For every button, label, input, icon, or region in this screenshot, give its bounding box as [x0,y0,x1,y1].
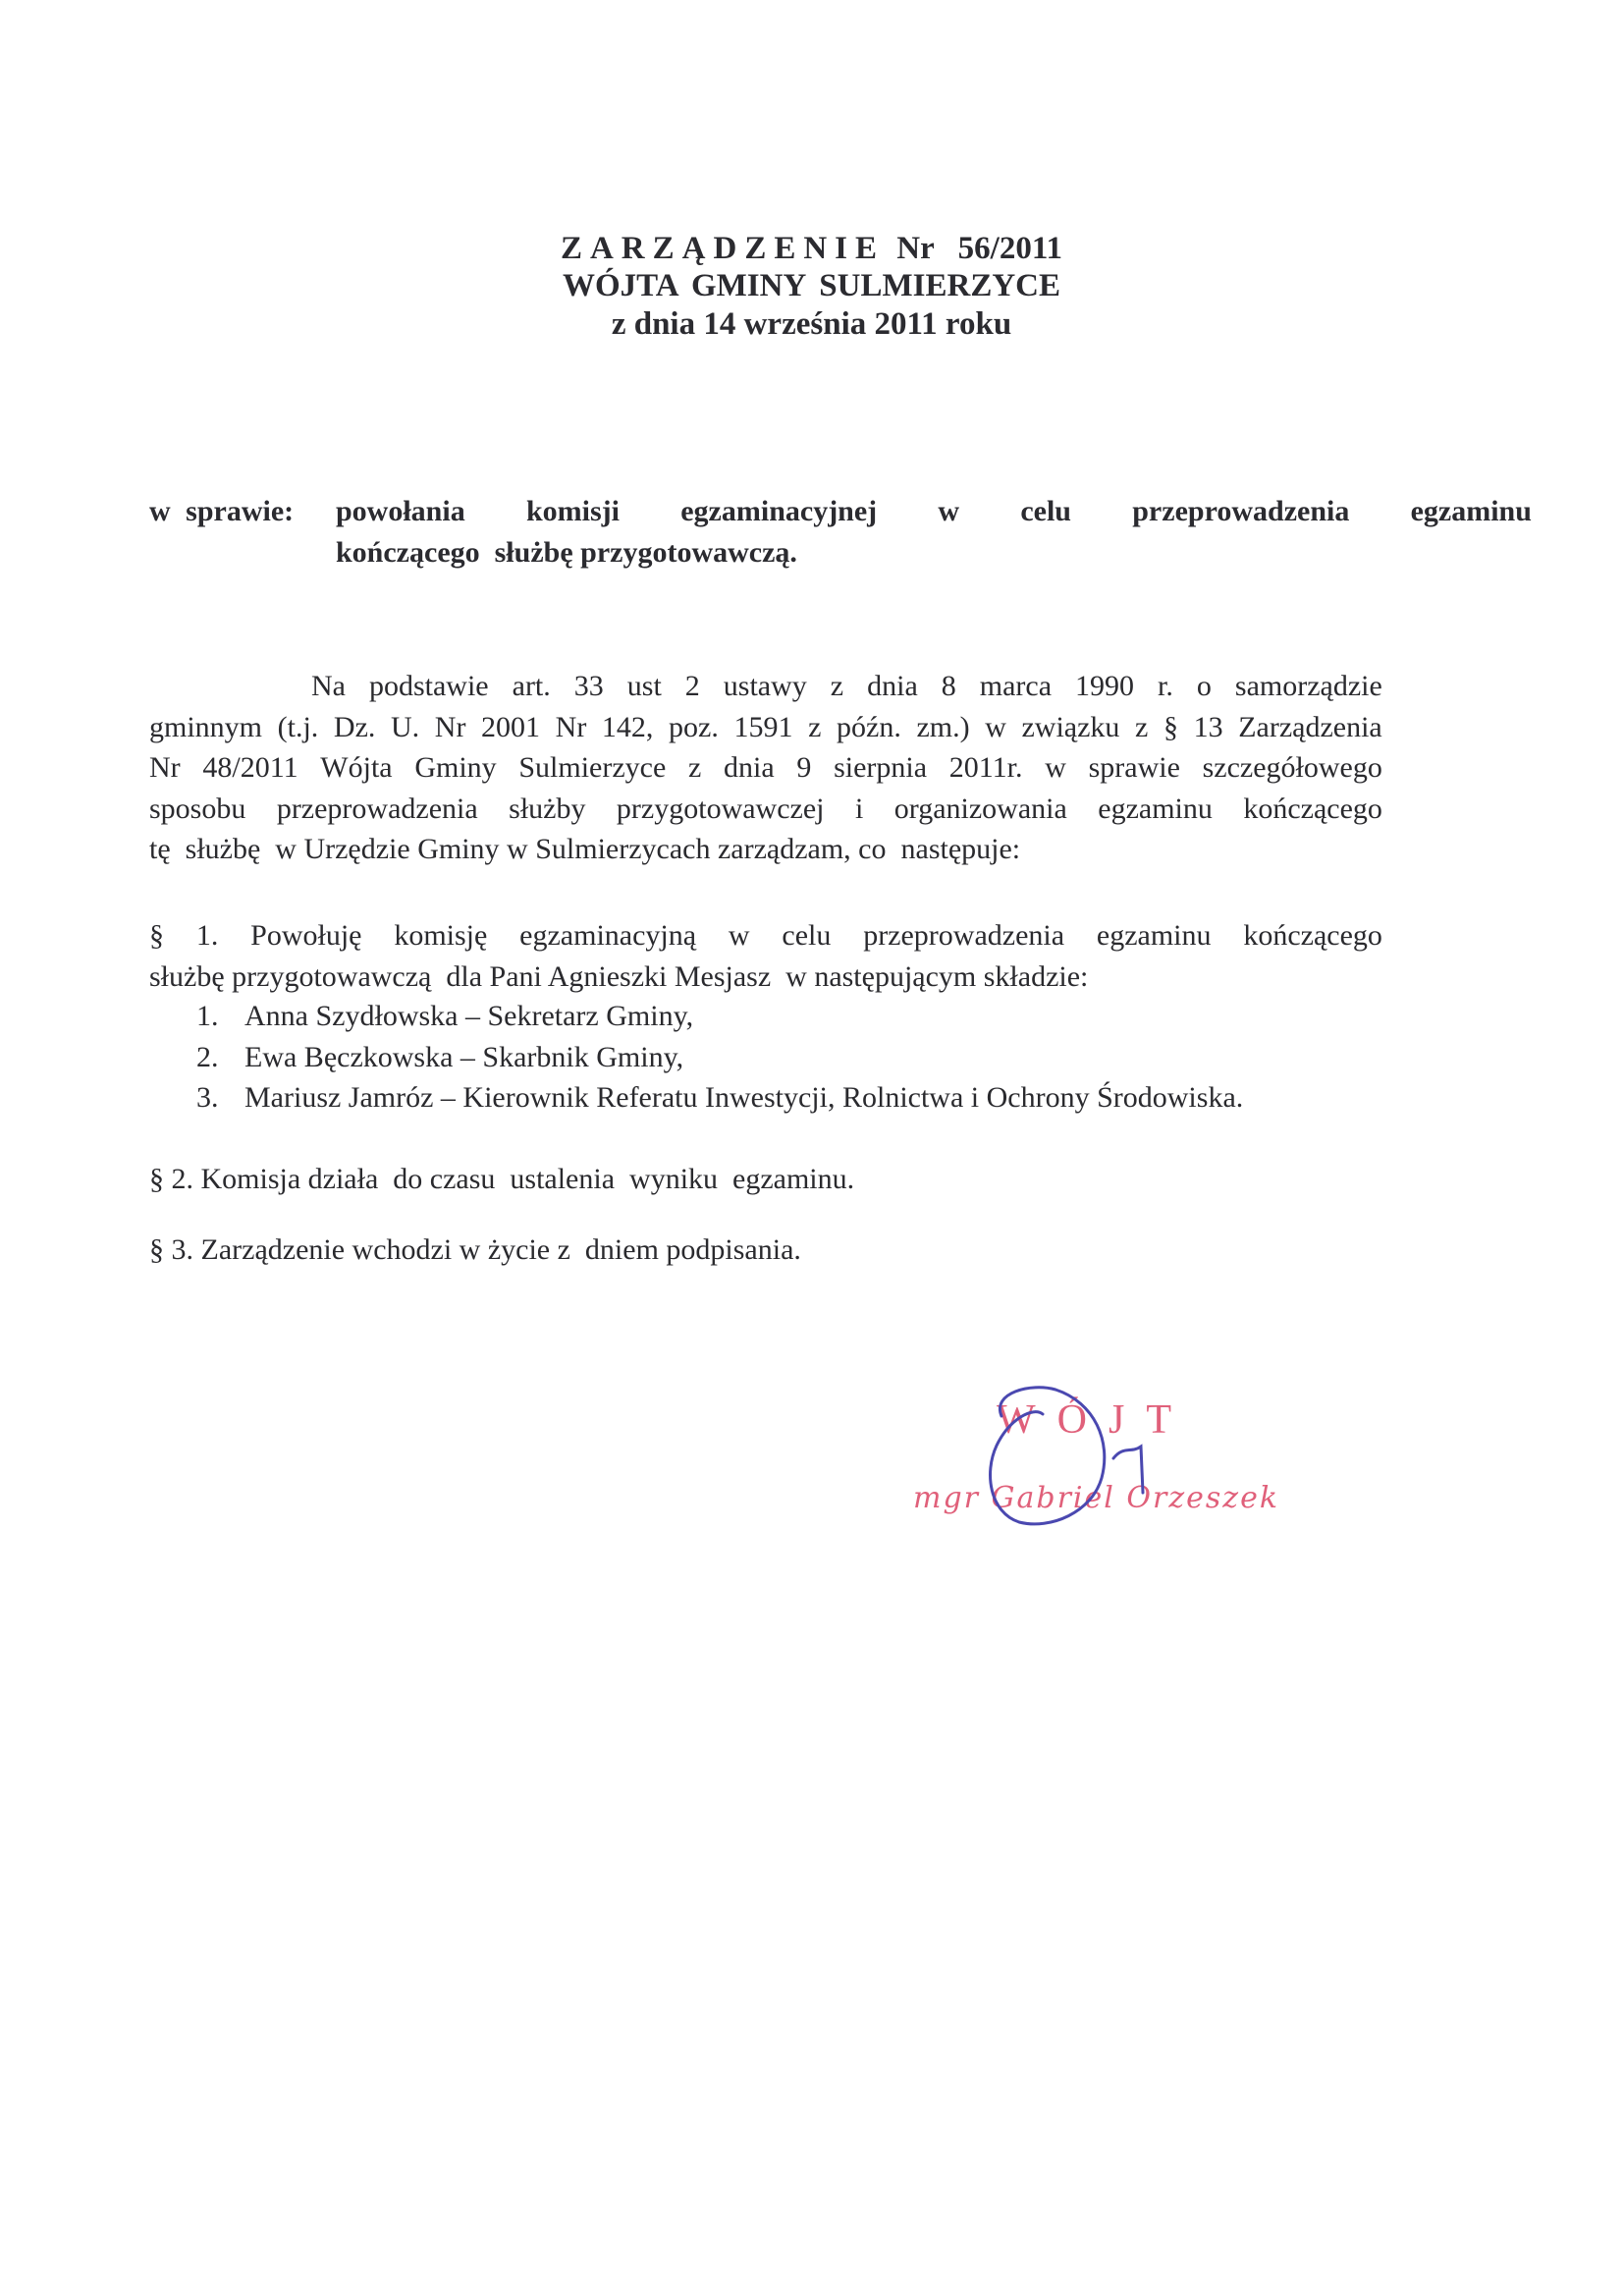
subject-text [336,491,1532,574]
title-word: ZARZĄDZENIE [560,231,886,266]
issuer-heading: WÓJTA GMINY SULMIERZYCE [562,268,1061,303]
committee-members-list [196,996,1243,1119]
title-number: Nr 56/2011 [896,231,1063,266]
list-item-number: 1. [196,1000,219,1032]
official-stamp [884,1365,1280,1532]
list-item-text: Ewa Bęczkowska – Skarbnik Gminy, [244,1040,684,1073]
section-2-text: § 2. Komisja działa do czasu ustalenia wyniku egzaminu. [149,1163,855,1195]
section-2 [149,1159,1382,1200]
list-item [196,996,1243,1037]
subject-line-1: powołania komisji egzaminacyjnej w celu przeprowadzenia egzaminu [336,495,1532,527]
issue-date: z dnia 14 września 2011 roku [611,306,1012,342]
list-item-number: 3. [196,1081,219,1114]
signature-stroke [1113,1447,1143,1493]
handwritten-signature [884,1365,1237,1532]
basis-line: sposobu przeprowadzenia służby przygotowawczej i organizowania egzaminu kończącego [149,792,1382,825]
basis-line: gminnym (t.j. Dz. U. Nr 2001 Nr 142, poz. 1591 z późn. zm.) w związku z § 13 Zarządzenia [149,710,1382,743]
section-1 [149,915,1382,997]
basis-line: Na podstawie art. 33 ust 2 ustawy z dnia 8 marca 1990 r. o samorządzie [311,670,1382,702]
basis-line: Nr 48/2011 Wójta Gminy Sulmierzyce z dnia 9 sierpnia 2011r. w sprawie szczegółowego [149,751,1382,784]
list-item [196,1037,1243,1078]
list-item-text: Anna Szydłowska – Sekretarz Gminy, [244,1000,694,1032]
subject-label: w sprawie: [149,495,295,527]
legal-basis-paragraph [149,666,1382,870]
document-title [0,229,1623,268]
list-item-number: 2. [196,1040,219,1073]
basis-line: tę służbę w Urzędzie Gminy w Sulmierzycach zarządzam, co następuje: [149,833,1021,865]
section-3-text: § 3. Zarządzenie wchodzi w życie z dniem podpisania. [149,1233,801,1266]
list-item-text: Mariusz Jamróz – Kierownik Referatu Inwestycji, Rolnictwa i Ochrony Środowiska. [244,1081,1244,1114]
stamp-name: mgr Gabriel Orzeszek [913,1481,1280,1515]
stamp-role: WÓJT [997,1397,1193,1443]
signature-loop [991,1388,1105,1524]
section-1-line: służbę przygotowawczą dla Pani Agnieszki Mesjasz w następującym składzie: [149,959,1089,993]
list-item [196,1077,1243,1119]
section-1-line: § 1. Powołuję komisję egzaminacyjną w celu przeprowadzenia egzaminu kończącego [149,919,1382,952]
subject-line-2: kończącego służbę przygotowawczą. [336,536,797,569]
section-3 [149,1230,1382,1271]
